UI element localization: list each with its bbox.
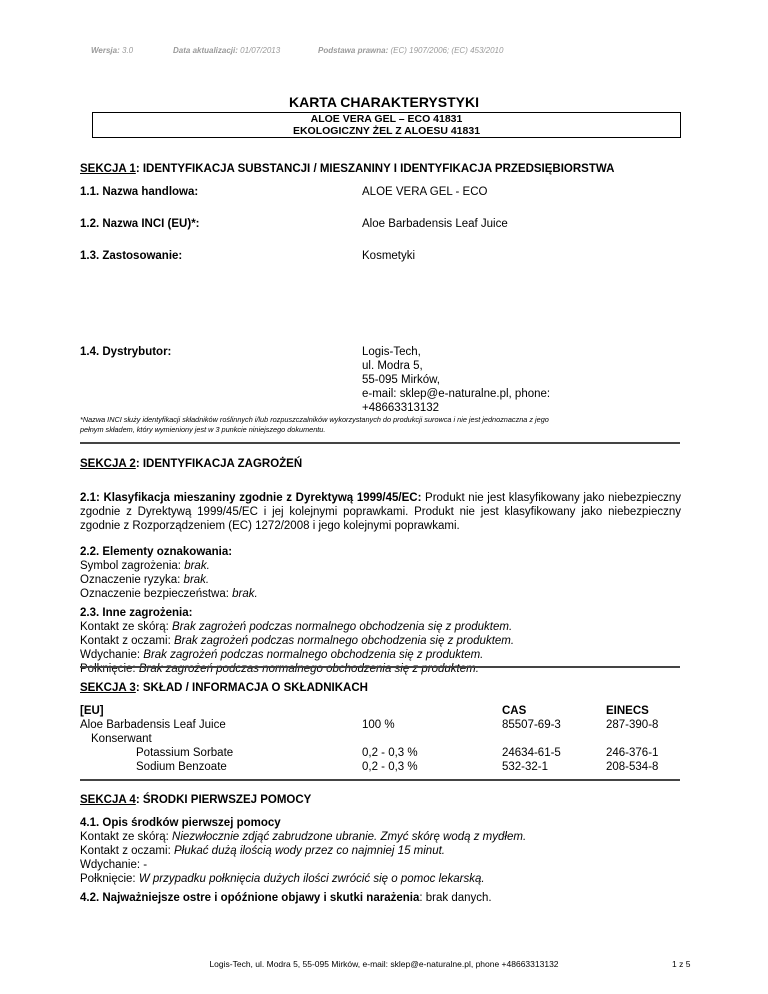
table-row: Sodium Benzoate [136,761,227,773]
table-cell-pct: 0,2 - 0,3 % [362,761,418,773]
product-name-line1: ALOE VERA GEL – ECO 41831 [310,113,463,125]
inci-footnote: *Nazwa INCI służy identyfikacji składników roślinnych i/lub rozpuszczalników wykorzystanych do produkcji surowca i nie jest jednoznaczna z jego pełnym składem, który wymieniony jest w 3 punkcie niniejszego dokumentu. [80,415,549,434]
product-name-box [92,112,681,138]
symptoms-line: 4.2. Najważniejsze ostre i opóźnione objawy i skutki narażenia: brak danych. [80,892,492,904]
trade-name-value: ALOE VERA GEL - ECO [362,186,488,198]
list-item: Kontakt z oczami: Brak zagrożeń podczas normalnego obchodzenia się z produktem. [80,635,515,647]
legal-basis-info: Podstawa prawna: (EC) 1907/2006; (EC) 453/2010 [318,46,504,55]
usage-value: Kosmetyki [362,250,416,262]
table-row: Potassium Sorbate [136,747,234,759]
table-cell-cas: 85507-69-3 [502,719,561,731]
distributor-label: 1.4. Dystrybutor: [80,346,172,358]
update-date-info: Data aktualizacji: 01/07/2013 [173,46,281,55]
table-cell-einecs: 208-534-8 [606,761,659,773]
other-hazards: 2.3. Inne zagrożenia: Kontakt ze skórą: Brak zagrożeń podczas normalnego obchodzenia się z produktem. Kontakt z oczami: Brak zagrożeń podczas normalnego obchodzenia się z produktem. Wdychanie: Brak zagrożeń podczas normalnego obchodzenia się z produktem. Połknięcie: Brak zagrożeń podczas normalnego obchodzenia się z produktem. [80,607,515,675]
classification-paragraph: 2.1: Klasyfikacja mieszaniny zgodnie z Dyrektywą 1999/45/EC: Produkt nie jest klasyfikowany jako niebezpieczny zgodnie z Dyrektywą 1999/45/EC i jej kolejnymi poprawkami. Produkt nie jest klasyfikowany jako niebezpieczny zgodnie z Rozporządzeniem (EC) 1272/2008 i jego kolejnymi poprawkami. [80,492,681,532]
list-item: Wdychanie: Brak zagrożeń podczas normalnego obchodzenia się z produktem. [80,649,484,661]
usage-label: 1.3. Zastosowanie: [80,250,183,262]
document-title: KARTA CHARAKTERYSTYKI [288,94,480,110]
table-cell-pct: 0,2 - 0,3 % [362,747,418,759]
product-name-line2: EKOLOGICZNY ŻEL Z ALOESU 41831 [292,125,481,137]
eu-header: [EU] [80,705,104,717]
list-item: Kontakt z oczami: Płukać dużą ilością wody przez co najmniej 15 minut. [80,845,445,857]
label-elements: 2.2. Elementy oznakowania: Symbol zagrożenia: brak. Oznaczenie ryzyka: brak. Oznaczenie bezpieczeństwa: brak. [80,546,258,600]
list-item: Oznaczenie bezpieczeństwa: brak. [80,588,258,600]
section-1-heading: SEKCJA 1: IDENTYFIKACJA SUBSTANCJI / MIESZANINY I IDENTYFIKACJA PRZEDSIĘBIORSTWA [80,163,615,175]
page-footer: Logis-Tech, ul. Modra 5, 55-095 Mirków, e-mail: sklep@e-naturalne.pl, phone +48663313132 [209,959,559,969]
table-cell-einecs: 287-390-8 [606,719,659,731]
section-2-heading: SEKCJA 2: IDENTYFIKACJA ZAGROŻEŃ [80,458,303,470]
list-item: Połknięcie: W przypadku połknięcia dużych ilości zwrócić się o pomoc lekarską. [80,873,485,885]
section-divider [80,666,680,668]
list-item: Symbol zagrożenia: brak. [80,560,210,572]
list-item: Oznaczenie ryzyka: brak. [80,574,210,586]
list-item: Kontakt ze skórą: Niezwłocznie zdjąć zabrudzone ubranie. Zmyć skórę wodą z mydłem. [80,831,527,843]
distributor-address: Logis-Tech, ul. Modra 5, 55-095 Mirków, e-mail: sklep@e-naturalne.pl, phone: +48663313132 [362,346,551,414]
section-divider [80,442,680,444]
table-row: Aloe Barbadensis Leaf Juice [80,719,226,731]
section-3-heading: SEKCJA 3: SKŁAD / INFORMACJA O SKŁADNIKACH [80,682,368,694]
first-aid-measures: 4.1. Opis środków pierwszej pomocy Kontakt ze skórą: Niezwłocznie zdjąć zabrudzone ubranie. Zmyć skórę wodą z mydłem. Kontakt z oczami: Płukać dużą ilością wody przez co najmniej 15 minut. Wdychanie: - Połknięcie: W przypadku połknięcia dużych ilości zwrócić się o pomoc lekarską. [80,817,527,885]
table-cell-cas: 532-32-1 [502,761,549,773]
version-info: Wersja: 3.0 [91,46,134,55]
einecs-header: EINECS [606,705,649,717]
list-item: Połknięcie: Brak zagrożeń podczas normalnego obchodzenia się z produktem. [80,663,479,675]
trade-name-label: 1.1. Nazwa handlowa: [80,186,199,198]
list-item: Wdychanie: - [80,859,148,871]
section-4-heading: SEKCJA 4: ŚRODKI PIERWSZEJ POMOCY [80,794,312,806]
table-cell-cas: 24634-61-5 [502,747,561,759]
inci-name-value: Aloe Barbadensis Leaf Juice [362,218,508,230]
cas-header: CAS [502,705,527,717]
table-row: Konserwant [91,733,152,745]
list-item: Kontakt ze skórą: Brak zagrożeń podczas normalnego obchodzenia się z produktem. [80,621,513,633]
table-cell-einecs: 246-376-1 [606,747,659,759]
section-divider [80,779,680,781]
table-cell-pct: 100 % [362,719,395,731]
inci-name-label: 1.2. Nazwa INCI (EU)*: [80,218,200,230]
page-number: 1 z 5 [672,959,691,969]
